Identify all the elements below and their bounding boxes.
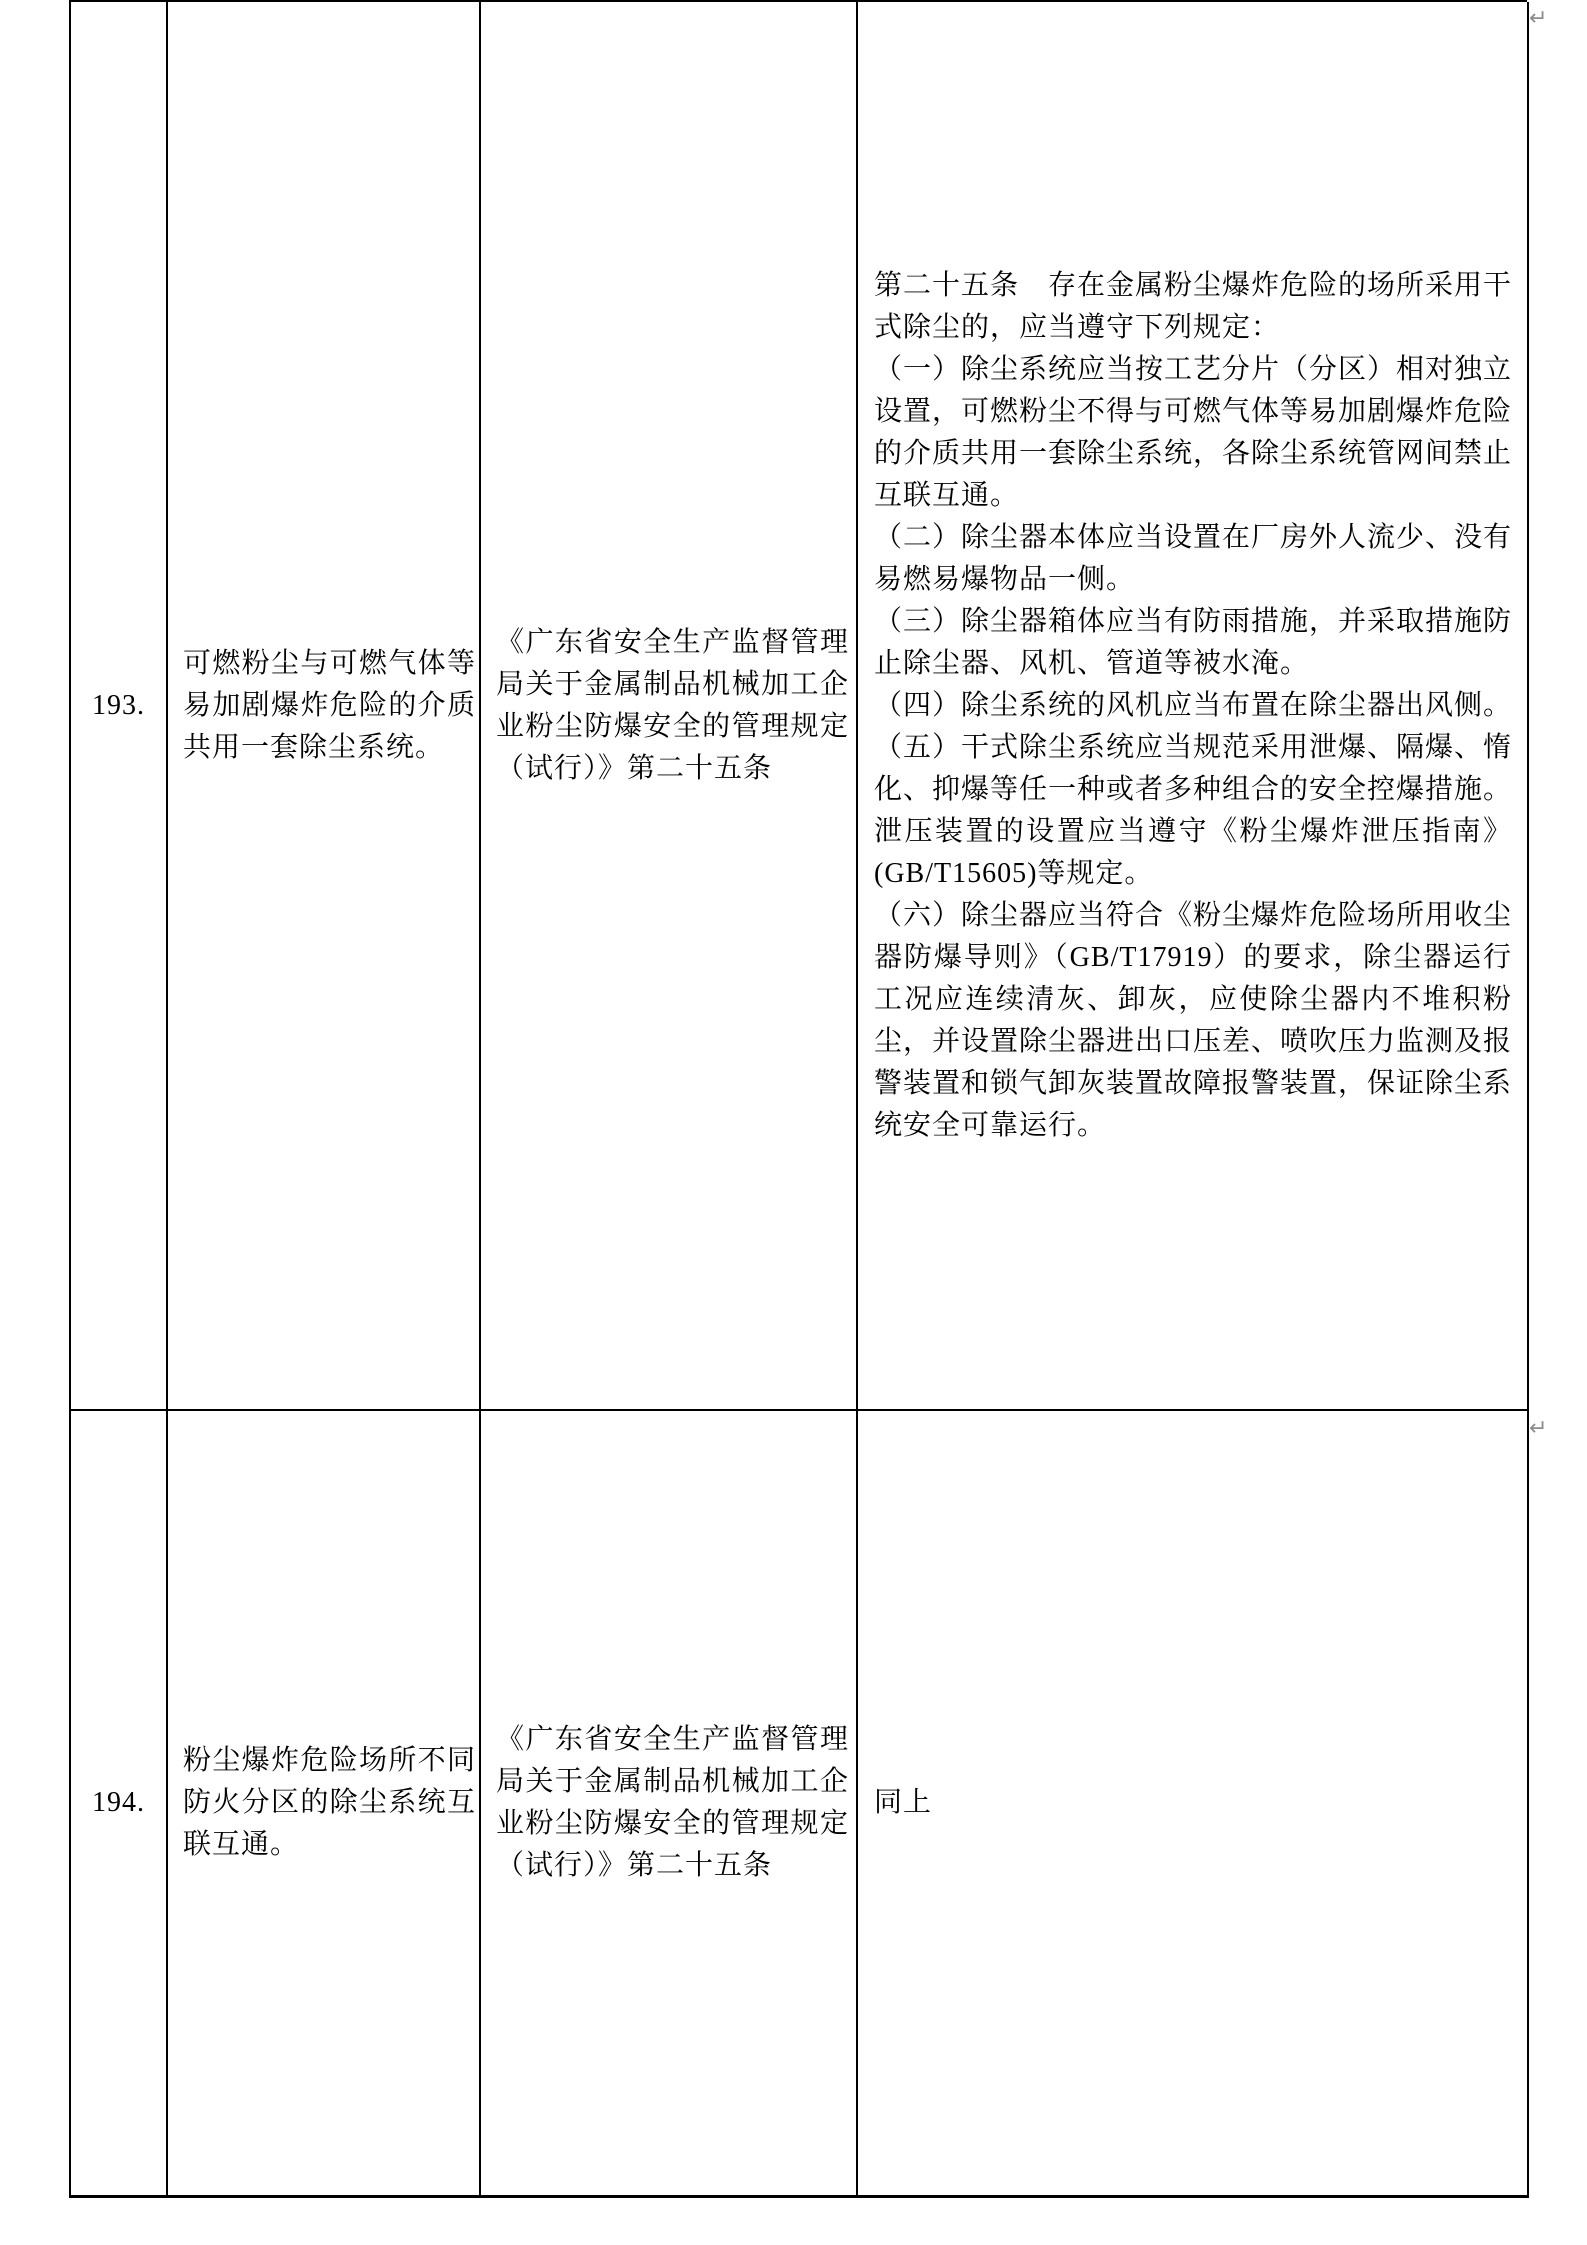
legal-basis-text: 《广东省安全生产监督管理局关于金属制品机械加工企业粉尘防爆安全的管理规定（试行）》第二十五条 xyxy=(496,1724,849,1881)
row-end-mark-icon: ↵ xyxy=(1529,6,1548,31)
provision-cell xyxy=(858,1411,1529,2198)
row-number-cell xyxy=(71,1411,168,2198)
provision-paragraph: （四）除尘系统的风机应当布置在除尘器出风侧。 xyxy=(874,689,1513,721)
legal-basis-text: 《广东省安全生产监督管理局关于金属制品机械加工企业粉尘防爆安全的管理规定（试行）》第二十五条 xyxy=(496,626,849,784)
provision-cell xyxy=(858,2,1529,1411)
issue-text: 可燃粉尘与可燃气体等易加剧爆炸危险的介质共用一套除尘系统。 xyxy=(183,647,476,763)
issue-cell xyxy=(168,1411,481,2198)
issue-cell xyxy=(168,2,481,1411)
row-number: 193. xyxy=(92,689,145,721)
provision-paragraph: 同上 xyxy=(874,1787,933,1818)
issue-text: 粉尘爆炸危险场所不同防火分区的除尘系统互联互通。 xyxy=(183,1745,476,1860)
regulation-table xyxy=(69,0,1527,2198)
provision-paragraph: 第二十五条 存在金属粉尘爆炸危险的场所采用干式除尘的，应当遵守下列规定： xyxy=(874,269,1513,343)
provision-paragraph: （二）除尘器本体应当设置在厂房外人流少、没有易燃易爆物品一侧。 xyxy=(874,521,1513,595)
legal-basis-cell xyxy=(481,1411,858,2198)
provision-paragraph: （六）除尘器应当符合《粉尘爆炸危险场所用收尘器防爆导则》（GB/T17919）的要求，除尘器运行工况应连续清灰、卸灰，应使除尘器内不堆积粉尘，并设置除尘器进出口压差、喷吹压力监测及报警装置和锁气卸灰装置故障报警装置，保证除尘系统安全可靠运行。 xyxy=(874,899,1513,1141)
row-end-mark-icon: ↵ xyxy=(1529,1416,1548,1441)
row-number: 194. xyxy=(92,1787,145,1818)
provision-paragraph: （三）除尘器箱体应当有防雨措施，并采取措施防止除尘器、风机、管道等被水淹。 xyxy=(874,605,1513,679)
provision-paragraph: （一）除尘系统应当按工艺分片（分区）相对独立设置，可燃粉尘不得与可燃气体等易加剧爆炸危险的介质共用一套除尘系统，各除尘系统管网间禁止互联互通。 xyxy=(874,353,1513,511)
row-number-cell xyxy=(71,2,168,1411)
provision-paragraph: （五）干式除尘系统应当规范采用泄爆、隔爆、惰化、抑爆等任一种或者多种组合的安全控爆措施。泄压装置的设置应当遵守《粉尘爆炸泄压指南》(GB/T15605)等规定。 xyxy=(874,731,1513,889)
legal-basis-cell xyxy=(481,2,858,1411)
